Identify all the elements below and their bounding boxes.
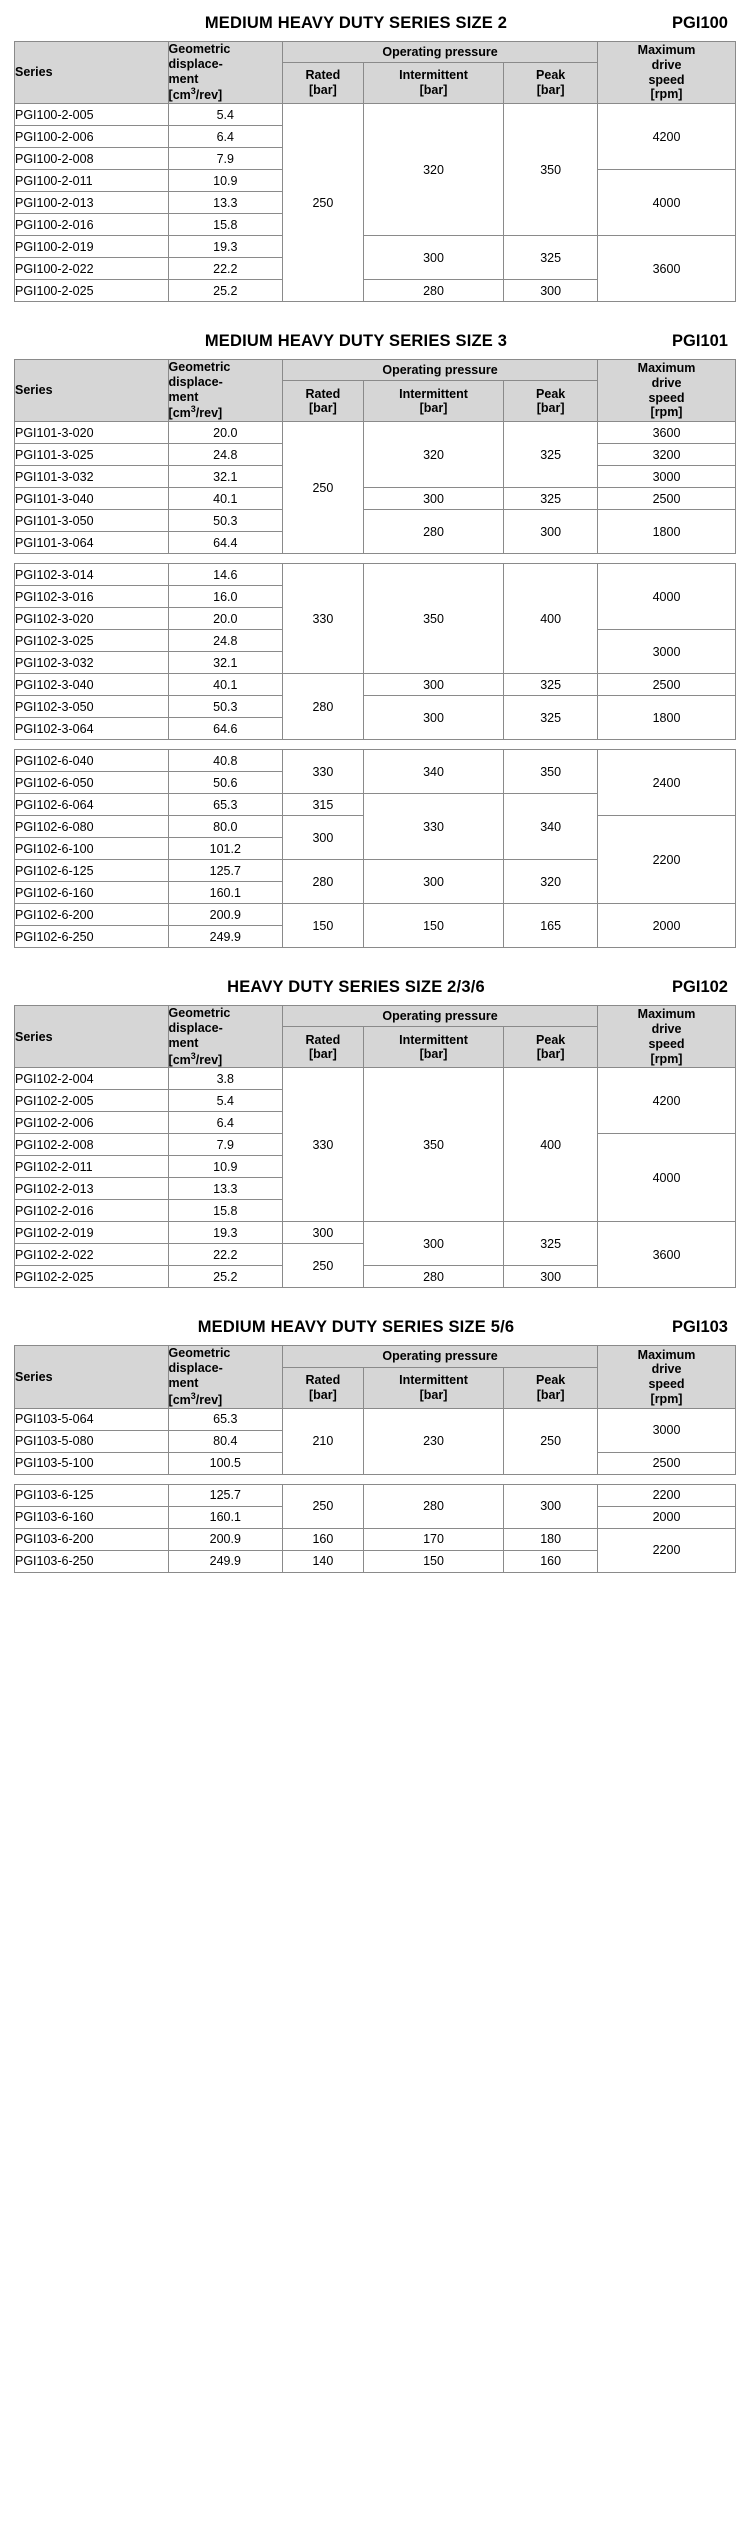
cell-series: PGI102-6-050 bbox=[15, 772, 169, 794]
cell-displacement: 3.8 bbox=[168, 1068, 283, 1090]
cell-intermittent: 280 bbox=[363, 1484, 504, 1528]
header-intermittent: Intermittent [bar] bbox=[363, 1027, 504, 1068]
header-peak: Peak [bar] bbox=[504, 381, 598, 422]
cell-series: PGI103-6-250 bbox=[15, 1550, 169, 1572]
header-rated: Rated [bar] bbox=[283, 1027, 364, 1068]
cell-rated: 280 bbox=[283, 860, 364, 904]
cell-peak: 350 bbox=[504, 104, 598, 236]
cell-displacement: 6.4 bbox=[168, 126, 283, 148]
header-geometric-displacement: Geometric displace- ment $[cm^3/rev]$ bbox=[168, 360, 283, 422]
block-code: PGI100 bbox=[672, 14, 728, 32]
block-title: MEDIUM HEAVY DUTY SERIES SIZE 5/6 bbox=[197, 1318, 515, 1337]
cell-displacement: 10.9 bbox=[168, 1156, 283, 1178]
cell-displacement: 24.8 bbox=[168, 444, 283, 466]
block-code: PGI101 bbox=[672, 332, 728, 351]
cell-displacement: 20.0 bbox=[168, 422, 283, 444]
table-header bbox=[15, 360, 736, 422]
cell-peak: 300 bbox=[504, 1484, 598, 1528]
cell-speed: 4200 bbox=[598, 104, 736, 170]
cell-displacement: 249.9 bbox=[168, 926, 283, 948]
cell-series: PGI102-3-032 bbox=[15, 652, 169, 674]
cell-speed: 3600 bbox=[598, 422, 736, 444]
table-row bbox=[15, 1068, 736, 1090]
cell-peak: 165 bbox=[504, 904, 598, 948]
cell-series: PGI102-6-250 bbox=[15, 926, 169, 948]
table-header bbox=[15, 1006, 736, 1068]
cell-displacement: 249.9 bbox=[168, 1550, 283, 1572]
cell-series: PGI102-2-022 bbox=[15, 1244, 169, 1266]
cell-displacement: 10.9 bbox=[168, 170, 283, 192]
cell-intermittent: 350 bbox=[363, 564, 504, 674]
group-separator bbox=[15, 554, 736, 564]
cell-displacement: 50.3 bbox=[168, 696, 283, 718]
spec-block bbox=[14, 974, 736, 1288]
header-operating-pressure: Operating pressure bbox=[283, 360, 598, 381]
cell-series: PGI100-2-011 bbox=[15, 170, 169, 192]
cell-intermittent: 330 bbox=[363, 794, 504, 860]
cell-series: PGI102-2-011 bbox=[15, 1156, 169, 1178]
cell-series: PGI100-2-019 bbox=[15, 236, 169, 258]
header-peak: Peak [bar] bbox=[504, 1367, 598, 1408]
header-rated: Rated [bar] bbox=[283, 63, 364, 104]
table-row bbox=[15, 750, 736, 772]
table-body bbox=[15, 104, 736, 302]
table-row bbox=[15, 696, 736, 718]
header-peak: Peak [bar] bbox=[504, 63, 598, 104]
cell-intermittent: 280 bbox=[363, 510, 504, 554]
header-operating-pressure: Operating pressure bbox=[283, 1006, 598, 1027]
cell-rated: 250 bbox=[283, 1244, 364, 1288]
cell-series: PGI100-2-016 bbox=[15, 214, 169, 236]
cell-series: PGI102-3-050 bbox=[15, 696, 169, 718]
header-max-drive-speed: Maximum drive speed [rpm] bbox=[598, 1346, 736, 1408]
cell-displacement: 19.3 bbox=[168, 1222, 283, 1244]
cell-displacement: 65.3 bbox=[168, 1408, 283, 1430]
header-geometric-displacement: Geometric displace- ment $[cm^3/rev]$ bbox=[168, 1346, 283, 1408]
cell-speed: 2400 bbox=[598, 750, 736, 816]
table-body bbox=[15, 1408, 736, 1572]
cell-intermittent: 300 bbox=[363, 488, 504, 510]
cell-intermittent: 350 bbox=[363, 1068, 504, 1222]
cell-series: PGI102-2-006 bbox=[15, 1112, 169, 1134]
cell-series: PGI102-2-008 bbox=[15, 1134, 169, 1156]
header-max-drive-speed: Maximum drive speed [rpm] bbox=[598, 360, 736, 422]
table-row bbox=[15, 564, 736, 586]
cell-speed: 3600 bbox=[598, 236, 736, 302]
header-intermittent: Intermittent [bar] bbox=[363, 1367, 504, 1408]
cell-rated: 210 bbox=[283, 1408, 364, 1474]
table-header bbox=[15, 1346, 736, 1408]
cell-displacement: 80.0 bbox=[168, 816, 283, 838]
cell-rated: 300 bbox=[283, 816, 364, 860]
spec-block bbox=[14, 1314, 736, 1572]
header-series bbox=[15, 1006, 169, 1068]
cell-series: PGI103-6-125 bbox=[15, 1484, 169, 1506]
cell-displacement: 16.0 bbox=[168, 586, 283, 608]
cell-series: PGI103-5-080 bbox=[15, 1430, 169, 1452]
cell-displacement: 125.7 bbox=[168, 860, 283, 882]
header-series bbox=[15, 1346, 169, 1408]
cell-displacement: 19.3 bbox=[168, 236, 283, 258]
cell-rated: 330 bbox=[283, 750, 364, 794]
cell-series: PGI102-6-200 bbox=[15, 904, 169, 926]
cell-displacement: 15.8 bbox=[168, 214, 283, 236]
cell-speed: 4200 bbox=[598, 1068, 736, 1134]
cell-speed: 1800 bbox=[598, 510, 736, 554]
spec-table bbox=[14, 41, 736, 302]
header-series-label: Series bbox=[15, 65, 53, 80]
cell-intermittent: 340 bbox=[363, 750, 504, 794]
cell-peak: 250 bbox=[504, 1408, 598, 1474]
cell-series: PGI101-3-025 bbox=[15, 444, 169, 466]
cell-intermittent: 300 bbox=[363, 1222, 504, 1266]
cell-displacement: 6.4 bbox=[168, 1112, 283, 1134]
table-body bbox=[15, 422, 736, 948]
cell-intermittent: 300 bbox=[363, 674, 504, 696]
cell-rated: 150 bbox=[283, 904, 364, 948]
cell-speed: 2000 bbox=[598, 904, 736, 948]
cell-speed: 2200 bbox=[598, 1484, 736, 1506]
table-row bbox=[15, 1408, 736, 1430]
cell-intermittent: 150 bbox=[363, 904, 504, 948]
spec-table bbox=[14, 1345, 736, 1572]
cell-series: PGI102-6-064 bbox=[15, 794, 169, 816]
cell-peak: 325 bbox=[504, 1222, 598, 1266]
header-geometric-displacement: Geometric displace- ment $[cm^3/rev]$ bbox=[168, 42, 283, 104]
cell-speed: 2200 bbox=[598, 1528, 736, 1572]
cell-series: PGI102-2-019 bbox=[15, 1222, 169, 1244]
cell-peak: 320 bbox=[504, 860, 598, 904]
table-row bbox=[15, 1528, 736, 1550]
block-header bbox=[14, 10, 736, 41]
table-row bbox=[15, 422, 736, 444]
cell-series: PGI100-2-006 bbox=[15, 126, 169, 148]
header-intermittent: Intermittent [bar] bbox=[363, 63, 504, 104]
table-body bbox=[15, 1068, 736, 1288]
cell-displacement: 65.3 bbox=[168, 794, 283, 816]
cell-displacement: 64.4 bbox=[168, 532, 283, 554]
cell-series: PGI103-5-100 bbox=[15, 1452, 169, 1474]
cell-displacement: 5.4 bbox=[168, 104, 283, 126]
group-separator bbox=[15, 740, 736, 750]
cell-speed: 3600 bbox=[598, 1222, 736, 1288]
cell-speed: 3000 bbox=[598, 466, 736, 488]
cell-series: PGI101-3-050 bbox=[15, 510, 169, 532]
cell-series: PGI100-2-005 bbox=[15, 104, 169, 126]
table-row bbox=[15, 236, 736, 258]
cell-series: PGI102-3-040 bbox=[15, 674, 169, 696]
cell-intermittent: 320 bbox=[363, 422, 504, 488]
cell-speed: 2000 bbox=[598, 1506, 736, 1528]
cell-displacement: 20.0 bbox=[168, 608, 283, 630]
cell-rated: 250 bbox=[283, 422, 364, 554]
cell-series: PGI100-2-025 bbox=[15, 280, 169, 302]
cell-peak: 300 bbox=[504, 280, 598, 302]
cell-intermittent: 280 bbox=[363, 280, 504, 302]
cell-rated: 250 bbox=[283, 104, 364, 302]
cell-displacement: 200.9 bbox=[168, 1528, 283, 1550]
spec-blocks-container bbox=[14, 10, 736, 1573]
cell-peak: 400 bbox=[504, 1068, 598, 1222]
cell-peak: 340 bbox=[504, 794, 598, 860]
cell-series: PGI100-2-013 bbox=[15, 192, 169, 214]
cell-series: PGI101-3-040 bbox=[15, 488, 169, 510]
cell-displacement: 50.6 bbox=[168, 772, 283, 794]
cell-displacement: 7.9 bbox=[168, 1134, 283, 1156]
cell-peak: 160 bbox=[504, 1550, 598, 1572]
table-row bbox=[15, 488, 736, 510]
spec-block bbox=[14, 10, 736, 302]
header-rated: Rated [bar] bbox=[283, 381, 364, 422]
cell-speed: 3000 bbox=[598, 630, 736, 674]
cell-speed: 4000 bbox=[598, 1134, 736, 1222]
cell-intermittent: 320 bbox=[363, 104, 504, 236]
cell-series: PGI103-6-200 bbox=[15, 1528, 169, 1550]
cell-rated: 280 bbox=[283, 674, 364, 740]
cell-intermittent: 170 bbox=[363, 1528, 504, 1550]
cell-displacement: 13.3 bbox=[168, 192, 283, 214]
header-geometric-displacement: Geometric displace- ment $[cm^3/rev]$ bbox=[168, 1006, 283, 1068]
cell-series: PGI102-3-025 bbox=[15, 630, 169, 652]
spec-table bbox=[14, 1005, 736, 1288]
cell-displacement: 50.3 bbox=[168, 510, 283, 532]
header-series bbox=[15, 42, 169, 104]
cell-speed: 2500 bbox=[598, 488, 736, 510]
cell-speed: 4000 bbox=[598, 170, 736, 236]
cell-intermittent: 300 bbox=[363, 236, 504, 280]
cell-displacement: 25.2 bbox=[168, 280, 283, 302]
header-operating-pressure: Operating pressure bbox=[283, 42, 598, 63]
cell-rated: 330 bbox=[283, 564, 364, 674]
cell-rated: 300 bbox=[283, 1222, 364, 1244]
cell-peak: 325 bbox=[504, 236, 598, 280]
cell-peak: 325 bbox=[504, 488, 598, 510]
cell-peak: 325 bbox=[504, 422, 598, 488]
cell-displacement: 7.9 bbox=[168, 148, 283, 170]
block-code: PGI103 bbox=[672, 1318, 728, 1337]
cell-series: PGI102-6-125 bbox=[15, 860, 169, 882]
cell-peak: 300 bbox=[504, 510, 598, 554]
block-title: MEDIUM HEAVY DUTY SERIES SIZE 2 bbox=[204, 14, 508, 32]
cell-displacement: 40.8 bbox=[168, 750, 283, 772]
cell-series: PGI103-5-064 bbox=[15, 1408, 169, 1430]
header-peak: Peak [bar] bbox=[504, 1027, 598, 1068]
cell-series: PGI102-2-025 bbox=[15, 1266, 169, 1288]
block-header bbox=[14, 1314, 736, 1345]
header-series-label: Series bbox=[15, 1029, 53, 1044]
header-series bbox=[15, 360, 169, 422]
cell-series: PGI102-3-016 bbox=[15, 586, 169, 608]
block-title: HEAVY DUTY SERIES SIZE 2/3/6 bbox=[227, 978, 485, 997]
header-max-drive-speed: Maximum drive speed [rpm] bbox=[598, 1006, 736, 1068]
cell-speed: 2500 bbox=[598, 1452, 736, 1474]
cell-series: PGI102-2-005 bbox=[15, 1090, 169, 1112]
spec-table bbox=[14, 359, 736, 948]
cell-series: PGI102-3-020 bbox=[15, 608, 169, 630]
cell-peak: 350 bbox=[504, 750, 598, 794]
cell-rated: 330 bbox=[283, 1068, 364, 1222]
cell-displacement: 80.4 bbox=[168, 1430, 283, 1452]
table-row bbox=[15, 510, 736, 532]
cell-intermittent: 230 bbox=[363, 1408, 504, 1474]
cell-displacement: 24.8 bbox=[168, 630, 283, 652]
cell-displacement: 32.1 bbox=[168, 466, 283, 488]
cell-displacement: 101.2 bbox=[168, 838, 283, 860]
cell-series: PGI102-3-064 bbox=[15, 718, 169, 740]
table-row bbox=[15, 1222, 736, 1244]
cell-rated: 315 bbox=[283, 794, 364, 816]
cell-series: PGI102-3-014 bbox=[15, 564, 169, 586]
cell-intermittent: 300 bbox=[363, 860, 504, 904]
cell-rated: 140 bbox=[283, 1550, 364, 1572]
cell-series: PGI102-6-040 bbox=[15, 750, 169, 772]
cell-series: PGI101-3-032 bbox=[15, 466, 169, 488]
cell-series: PGI102-2-013 bbox=[15, 1178, 169, 1200]
cell-series: PGI102-6-160 bbox=[15, 882, 169, 904]
cell-peak: 325 bbox=[504, 674, 598, 696]
cell-series: PGI102-2-016 bbox=[15, 1200, 169, 1222]
cell-displacement: 22.2 bbox=[168, 1244, 283, 1266]
header-intermittent: Intermittent [bar] bbox=[363, 381, 504, 422]
header-series-label: Series bbox=[15, 383, 53, 398]
cell-displacement: 22.2 bbox=[168, 258, 283, 280]
cell-series: PGI102-6-100 bbox=[15, 838, 169, 860]
cell-displacement: 32.1 bbox=[168, 652, 283, 674]
table-row bbox=[15, 674, 736, 696]
cell-series: PGI101-3-064 bbox=[15, 532, 169, 554]
cell-series: PGI100-2-022 bbox=[15, 258, 169, 280]
cell-intermittent: 280 bbox=[363, 1266, 504, 1288]
block-header bbox=[14, 974, 736, 1005]
header-series-label: Series bbox=[15, 1369, 53, 1384]
cell-displacement: 40.1 bbox=[168, 488, 283, 510]
cell-speed: 4000 bbox=[598, 564, 736, 630]
header-max-drive-speed: Maximum drive speed [rpm] bbox=[598, 42, 736, 104]
cell-peak: 300 bbox=[504, 1266, 598, 1288]
cell-displacement: 15.8 bbox=[168, 1200, 283, 1222]
cell-speed: 3000 bbox=[598, 1408, 736, 1452]
cell-speed: 3200 bbox=[598, 444, 736, 466]
table-row bbox=[15, 104, 736, 126]
cell-series: PGI103-6-160 bbox=[15, 1506, 169, 1528]
cell-series: PGI101-3-020 bbox=[15, 422, 169, 444]
header-operating-pressure: Operating pressure bbox=[283, 1346, 598, 1367]
cell-displacement: 200.9 bbox=[168, 904, 283, 926]
cell-displacement: 40.1 bbox=[168, 674, 283, 696]
cell-displacement: 5.4 bbox=[168, 1090, 283, 1112]
cell-displacement: 100.5 bbox=[168, 1452, 283, 1474]
cell-speed: 2200 bbox=[598, 816, 736, 904]
cell-displacement: 160.1 bbox=[168, 882, 283, 904]
table-row bbox=[15, 1484, 736, 1506]
cell-speed: 1800 bbox=[598, 696, 736, 740]
block-header bbox=[14, 328, 736, 359]
cell-displacement: 25.2 bbox=[168, 1266, 283, 1288]
cell-speed: 2500 bbox=[598, 674, 736, 696]
cell-intermittent: 300 bbox=[363, 696, 504, 740]
cell-peak: 400 bbox=[504, 564, 598, 674]
cell-intermittent: 150 bbox=[363, 1550, 504, 1572]
cell-displacement: 64.6 bbox=[168, 718, 283, 740]
header-rated: Rated [bar] bbox=[283, 1367, 364, 1408]
cell-displacement: 160.1 bbox=[168, 1506, 283, 1528]
spec-block bbox=[14, 328, 736, 948]
cell-rated: 250 bbox=[283, 1484, 364, 1528]
block-code: PGI102 bbox=[672, 978, 728, 997]
cell-peak: 325 bbox=[504, 696, 598, 740]
cell-series: PGI102-6-080 bbox=[15, 816, 169, 838]
group-separator bbox=[15, 1474, 736, 1484]
cell-displacement: 125.7 bbox=[168, 1484, 283, 1506]
table-row bbox=[15, 904, 736, 926]
cell-series: PGI100-2-008 bbox=[15, 148, 169, 170]
cell-displacement: 13.3 bbox=[168, 1178, 283, 1200]
cell-rated: 160 bbox=[283, 1528, 364, 1550]
cell-displacement: 14.6 bbox=[168, 564, 283, 586]
cell-peak: 180 bbox=[504, 1528, 598, 1550]
cell-series: PGI102-2-004 bbox=[15, 1068, 169, 1090]
block-title: MEDIUM HEAVY DUTY SERIES SIZE 3 bbox=[204, 332, 508, 351]
table-header bbox=[15, 42, 736, 104]
